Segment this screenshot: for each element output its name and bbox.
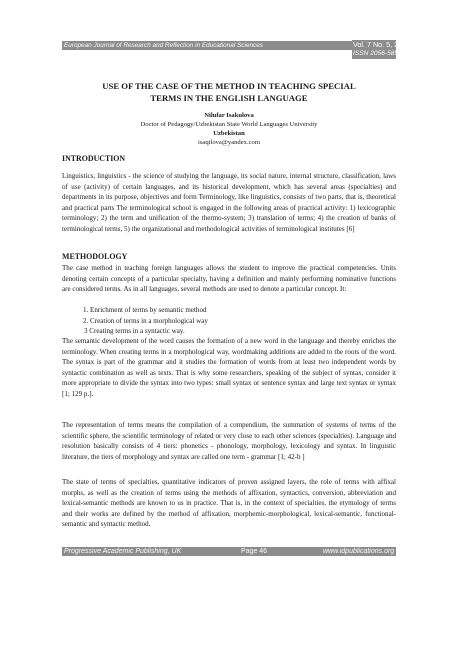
author-name: Nilufar Isakulova <box>204 112 254 119</box>
journal-name: European Journal of Research and Reflection in Educational Sciences <box>64 42 263 49</box>
list-item: 2. Creation of terms in a morphological way <box>83 316 208 325</box>
list-item: 3 Creating terms in a syntactic way. <box>84 327 185 335</box>
author-block <box>62 111 396 147</box>
methodology-heading: METHODOLOGY <box>62 252 128 261</box>
methodology-paragraph-3: The representation of terms means the compilation of a compendium, the summation of systems of terms of the scientific sphere, the scientific terminology of related or very close to each other sciences (specialties). Language and resolution basically consists of 4 tiers: phonetics - phonology, morphology, lexicology and syntax. In linguistic literature, the tiers of morphology and syntax are called one term - grammar [1; 42-b ] <box>62 421 396 461</box>
title-line-2: TERMS IN THE ENGLISH LANGUAGE <box>150 93 308 103</box>
issn-label: ISSN 2056-5852 <box>353 50 402 57</box>
author-affiliation: Doctor of Pedagogy/Uzbekistan State World Languages University <box>140 121 318 128</box>
author-country: Uzbekistan <box>213 130 245 137</box>
methodology-paragraph-2: The semantic development of the word causes the formation of a new word in the language and thereby enriches the terminology. When creating terms in a morphological way, wordmaking additions are added to the roots of the word. The syntax is part of the grammar and it studies the formation of words from at least two independent words by syntactic combination as well as texts. That is why some researchers, speaking of the subject of syntax, consider it more appropriate to divide the syntax into two types: small syntax or sentence syntax and large text syntax or syntax [1; 129 p.]. <box>62 337 396 398</box>
article-title <box>62 80 396 104</box>
list-item: 1. Enrichment of terms by semantic method <box>83 306 207 314</box>
footer-page-number: Page 46 <box>241 548 268 555</box>
title-line-1: USE OF THE CASE OF THE METHOD IN TEACHING SPECIAL <box>102 81 356 91</box>
footer-website[interactable]: www.idpublications.org <box>323 548 395 555</box>
methodology-intro: The case method in teaching foreign languages allows the student to improve the practical competencies. Units denoting certain concepts of a particular specialty, having a definition and mainly performing nominative functions are considered terms. As in all languages, several methods are used to denote a particular concept. It: <box>62 264 396 293</box>
methodology-paragraph-4: The state of terms of specialties, quantitative indicators of proven assigned layers, the role of terms with affixal morphs, as well as the creation of terms using the methods of affixation, syntactics, conversion, abbreviation and lexical-semantic methods are known to us in practice. That is, in the context of specialties, the etymology of terms and their works are defined by the method of affixation, morphemic-morphological, lexical-semantic, functional-semantic and syntactic method. <box>62 478 396 528</box>
introduction-heading: INTRODUCTION <box>62 154 126 163</box>
volume-label: Vol. 7 No. 5, 2019 <box>353 40 411 49</box>
author-email: isaqilova@yandex.com <box>198 139 260 146</box>
methods-list <box>62 305 396 337</box>
journal-header-bar <box>62 41 389 50</box>
footer-publisher: Progressive Academic Publishing, UK <box>64 548 182 555</box>
introduction-text: Linguistics, linguistics - the science of studying the language, its social nature, internal structure, classification, laws of use (activity) of certain languages, and its historical development, which has several areas (specialties) and departments in its purpose, objectives and form Terminology, like linguistics, consists of two parts, that is, theoretical and practical parts The terminological school is engaged in the following areas of practical activity: 1) lexicographic terminology; 2) the term and unification of the thermo-system; 3) translation of terms; 4) the creation of banks of terminological terms, 5) the organizational and methodological activities of terminological institutes [6] <box>62 172 396 233</box>
